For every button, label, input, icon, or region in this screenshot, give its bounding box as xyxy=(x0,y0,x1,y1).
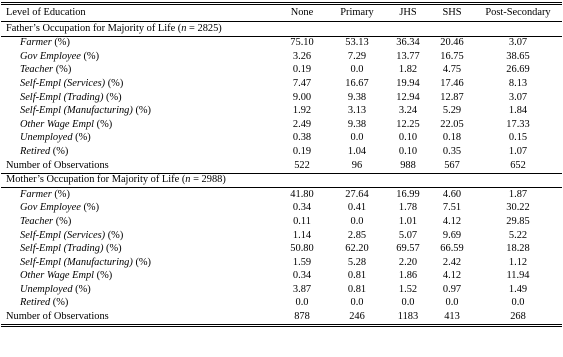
occupation-label xyxy=(1,188,276,202)
table-row xyxy=(1,77,562,91)
value-jhs: 69.57 xyxy=(396,243,420,255)
observations-row xyxy=(1,310,562,325)
value-jhs: 1.82 xyxy=(398,64,418,76)
table-row xyxy=(1,256,562,270)
value-none: 2.49 xyxy=(292,118,312,130)
value-none: 3.26 xyxy=(292,50,312,62)
mother-section xyxy=(1,173,562,326)
occupation-label xyxy=(1,50,276,64)
value-none: 1.14 xyxy=(292,229,312,241)
occupation-name: Self-Empl (Manufacturing) xyxy=(20,105,133,117)
value-none: 0.0 xyxy=(295,297,309,309)
occupation-label xyxy=(1,297,276,311)
value-none: 50.80 xyxy=(290,243,314,255)
value-shs: 12.87 xyxy=(440,91,464,103)
table-row xyxy=(1,229,562,243)
table-header-row xyxy=(1,4,562,22)
value-primary: 62.20 xyxy=(345,243,369,255)
value-shs: 16.75 xyxy=(440,50,464,62)
table-row xyxy=(1,188,562,202)
table-row xyxy=(1,297,562,311)
header-primary: Primary xyxy=(328,4,386,22)
observations-row xyxy=(1,159,562,173)
occupation-unit: (%) xyxy=(94,270,113,282)
value-jhs: 12.94 xyxy=(396,91,420,103)
value-shs: 0.97 xyxy=(442,283,462,295)
occupation-name: Gov Employee xyxy=(20,50,81,62)
value-primary: 5.28 xyxy=(347,256,367,268)
value-shs: 20.46 xyxy=(440,37,464,49)
value-primary: 0.41 xyxy=(347,202,367,214)
table-row xyxy=(1,64,562,78)
occupation-unit: (%) xyxy=(51,37,70,49)
value-jhs: 1.86 xyxy=(398,270,418,282)
value-shs: 22.05 xyxy=(440,118,464,130)
value-none: 1.92 xyxy=(292,105,312,117)
occupation-unit: (%) xyxy=(94,118,113,130)
value-jhs: 1.52 xyxy=(398,283,418,295)
value-primary: 0.81 xyxy=(347,270,367,282)
observations-post-secondary: 268 xyxy=(474,310,562,325)
value-none: 1.59 xyxy=(292,256,312,268)
occupation-unit: (%) xyxy=(53,64,72,76)
observations-shs: 567 xyxy=(430,159,474,173)
value-post-secondary: 8.13 xyxy=(508,77,528,89)
value-none: 0.19 xyxy=(292,145,312,157)
occupation-label xyxy=(1,118,276,132)
observations-none: 522 xyxy=(276,159,328,173)
occupation-unit: (%) xyxy=(51,188,70,200)
value-post-secondary: 18.28 xyxy=(506,243,530,255)
occupation-label xyxy=(1,283,276,297)
value-shs: 0.35 xyxy=(442,145,462,157)
value-shs: 5.29 xyxy=(442,105,462,117)
value-shs: 7.51 xyxy=(442,202,462,214)
education-occupation-table xyxy=(1,2,562,327)
header-none: None xyxy=(276,4,328,22)
value-shs: 0.0 xyxy=(445,297,459,309)
value-jhs: 5.07 xyxy=(398,229,418,241)
table-row xyxy=(1,50,562,64)
occupation-name: Self-Empl (Services) xyxy=(20,229,106,241)
value-jhs: 0.0 xyxy=(401,297,415,309)
value-post-secondary: 1.12 xyxy=(508,256,528,268)
value-shs: 2.42 xyxy=(442,256,462,268)
value-post-secondary: 0.0 xyxy=(511,297,525,309)
section-title-text: Father’s Occupation for Majority of Life ( xyxy=(6,22,182,34)
observations-primary: 96 xyxy=(328,159,386,173)
value-none: 75.10 xyxy=(290,37,314,49)
table-row xyxy=(1,270,562,284)
value-none: 0.19 xyxy=(292,64,312,76)
value-jhs: 1.78 xyxy=(398,202,418,214)
occupation-unit: (%) xyxy=(80,50,100,62)
observations-label: Number of Observations xyxy=(1,310,276,325)
occupation-name: Unemployed xyxy=(20,132,73,144)
occupation-unit: (%) xyxy=(72,132,91,144)
occupation-unit: (%) xyxy=(103,91,122,103)
value-post-secondary: 1.07 xyxy=(508,145,528,157)
observations-jhs: 988 xyxy=(386,159,430,173)
value-post-secondary: 1.84 xyxy=(508,105,528,117)
occupation-unit: (%) xyxy=(105,229,124,241)
occupation-unit: (%) xyxy=(105,77,124,89)
value-primary: 16.67 xyxy=(345,77,369,89)
table-row xyxy=(1,91,562,105)
value-post-secondary: 1.87 xyxy=(508,188,528,200)
value-primary: 9.38 xyxy=(347,91,367,103)
value-primary: 0.0 xyxy=(350,297,364,309)
value-post-secondary: 17.33 xyxy=(506,118,530,130)
value-post-secondary: 1.49 xyxy=(508,283,528,295)
value-primary: 3.13 xyxy=(347,105,367,117)
value-shs: 4.75 xyxy=(442,64,462,76)
occupation-label xyxy=(1,64,276,78)
value-none: 0.38 xyxy=(292,132,312,144)
value-primary: 1.04 xyxy=(347,145,367,157)
value-jhs: 0.10 xyxy=(398,132,418,144)
table-row xyxy=(1,202,562,216)
value-primary: 0.81 xyxy=(347,283,367,295)
value-shs: 4.12 xyxy=(442,215,462,227)
value-shs: 17.46 xyxy=(440,77,464,89)
value-jhs: 13.77 xyxy=(396,50,420,62)
header-post-secondary: Post-Secondary xyxy=(474,4,562,22)
value-jhs: 12.25 xyxy=(396,118,420,130)
occupation-unit: (%) xyxy=(103,243,122,255)
occupation-name: Farmer xyxy=(20,188,52,200)
occupation-label xyxy=(1,36,276,50)
value-post-secondary: 26.69 xyxy=(506,64,530,76)
value-primary: 27.64 xyxy=(345,188,369,200)
section-title-variable: n xyxy=(181,22,187,34)
value-shs: 66.59 xyxy=(440,243,464,255)
table-row xyxy=(1,215,562,229)
occupation-label xyxy=(1,91,276,105)
occupation-unit: (%) xyxy=(132,256,152,268)
value-jhs: 3.24 xyxy=(398,105,418,117)
value-none: 3.87 xyxy=(292,283,312,295)
value-post-secondary: 11.94 xyxy=(506,270,530,282)
value-shs: 4.60 xyxy=(442,188,462,200)
header-jhs: JHS xyxy=(386,4,430,22)
header-level-of-education: Level of Education xyxy=(1,4,276,22)
section-title-count: = 2988) xyxy=(190,174,226,186)
value-post-secondary: 30.22 xyxy=(506,202,530,214)
value-jhs: 16.99 xyxy=(396,188,420,200)
occupation-label xyxy=(1,145,276,159)
occupation-label xyxy=(1,202,276,216)
occupation-unit: (%) xyxy=(80,202,100,214)
occupation-unit: (%) xyxy=(72,283,91,295)
occupation-label xyxy=(1,256,276,270)
header-shs: SHS xyxy=(430,4,474,22)
value-post-secondary: 38.65 xyxy=(506,50,530,62)
value-primary: 0.0 xyxy=(350,64,364,76)
value-none: 0.11 xyxy=(293,215,311,227)
occupation-name: Other Wage Empl xyxy=(20,118,95,130)
occupation-unit: (%) xyxy=(53,215,72,227)
occupation-label xyxy=(1,243,276,257)
value-primary: 0.0 xyxy=(350,132,364,144)
occupation-name: Gov Employee xyxy=(20,202,81,214)
occupation-label xyxy=(1,270,276,284)
occupation-name: Self-Empl (Trading) xyxy=(20,243,104,255)
value-post-secondary: 3.07 xyxy=(508,37,528,49)
value-primary: 9.38 xyxy=(347,118,367,130)
occupation-unit: (%) xyxy=(50,145,69,157)
occupation-name: Other Wage Empl xyxy=(20,270,95,282)
value-post-secondary: 5.22 xyxy=(508,229,528,241)
value-jhs: 2.20 xyxy=(398,256,418,268)
occupation-unit: (%) xyxy=(132,105,152,117)
value-jhs: 36.34 xyxy=(396,37,420,49)
occupation-name: Self-Empl (Manufacturing) xyxy=(20,256,133,268)
value-none: 9.00 xyxy=(292,91,312,103)
father-section-title-row xyxy=(1,22,562,37)
value-shs: 0.18 xyxy=(442,132,462,144)
value-shs: 9.69 xyxy=(442,229,462,241)
occupation-name: Farmer xyxy=(20,37,52,49)
occupation-name: Teacher xyxy=(20,64,54,76)
value-primary: 0.0 xyxy=(350,215,364,227)
father-section xyxy=(1,22,562,174)
observations-shs: 413 xyxy=(430,310,474,325)
value-jhs: 0.10 xyxy=(398,145,418,157)
section-title-variable: n xyxy=(185,174,191,186)
table-row xyxy=(1,118,562,132)
value-primary: 2.85 xyxy=(347,229,367,241)
occupation-unit: (%) xyxy=(50,297,69,309)
table-row xyxy=(1,132,562,146)
value-none: 0.34 xyxy=(292,202,312,214)
occupation-name: Self-Empl (Trading) xyxy=(20,91,104,103)
table-row xyxy=(1,36,562,50)
observations-jhs: 1183 xyxy=(386,310,430,325)
occupation-name: Self-Empl (Services) xyxy=(20,77,106,89)
table-row xyxy=(1,283,562,297)
table-row xyxy=(1,145,562,159)
father-section-title xyxy=(1,22,562,37)
occupation-label xyxy=(1,105,276,119)
value-jhs: 19.94 xyxy=(396,77,420,89)
mother-section-title-row xyxy=(1,173,562,188)
section-title-text: Mother’s Occupation for Majority of Life ( xyxy=(6,174,186,186)
value-none: 0.34 xyxy=(292,270,312,282)
value-shs: 4.12 xyxy=(442,270,462,282)
value-none: 41.80 xyxy=(290,188,314,200)
observations-none: 878 xyxy=(276,310,328,325)
occupation-name: Retired xyxy=(20,297,51,309)
value-jhs: 1.01 xyxy=(398,215,418,227)
occupation-label xyxy=(1,215,276,229)
observations-post-secondary: 652 xyxy=(474,159,562,173)
value-post-secondary: 29.85 xyxy=(506,215,530,227)
occupation-name: Retired xyxy=(20,145,51,157)
occupation-label xyxy=(1,229,276,243)
value-primary: 7.29 xyxy=(347,50,367,62)
value-post-secondary: 0.15 xyxy=(508,132,528,144)
observations-label: Number of Observations xyxy=(1,159,276,173)
observations-primary: 246 xyxy=(328,310,386,325)
occupation-label xyxy=(1,77,276,91)
value-post-secondary: 3.07 xyxy=(508,91,528,103)
occupation-name: Teacher xyxy=(20,215,54,227)
table-row xyxy=(1,243,562,257)
value-none: 7.47 xyxy=(292,77,312,89)
section-title-count: = 2825) xyxy=(186,22,222,34)
occupation-label xyxy=(1,132,276,146)
occupation-name: Unemployed xyxy=(20,283,73,295)
mother-section-title xyxy=(1,173,562,188)
table-row xyxy=(1,105,562,119)
value-primary: 53.13 xyxy=(345,37,369,49)
